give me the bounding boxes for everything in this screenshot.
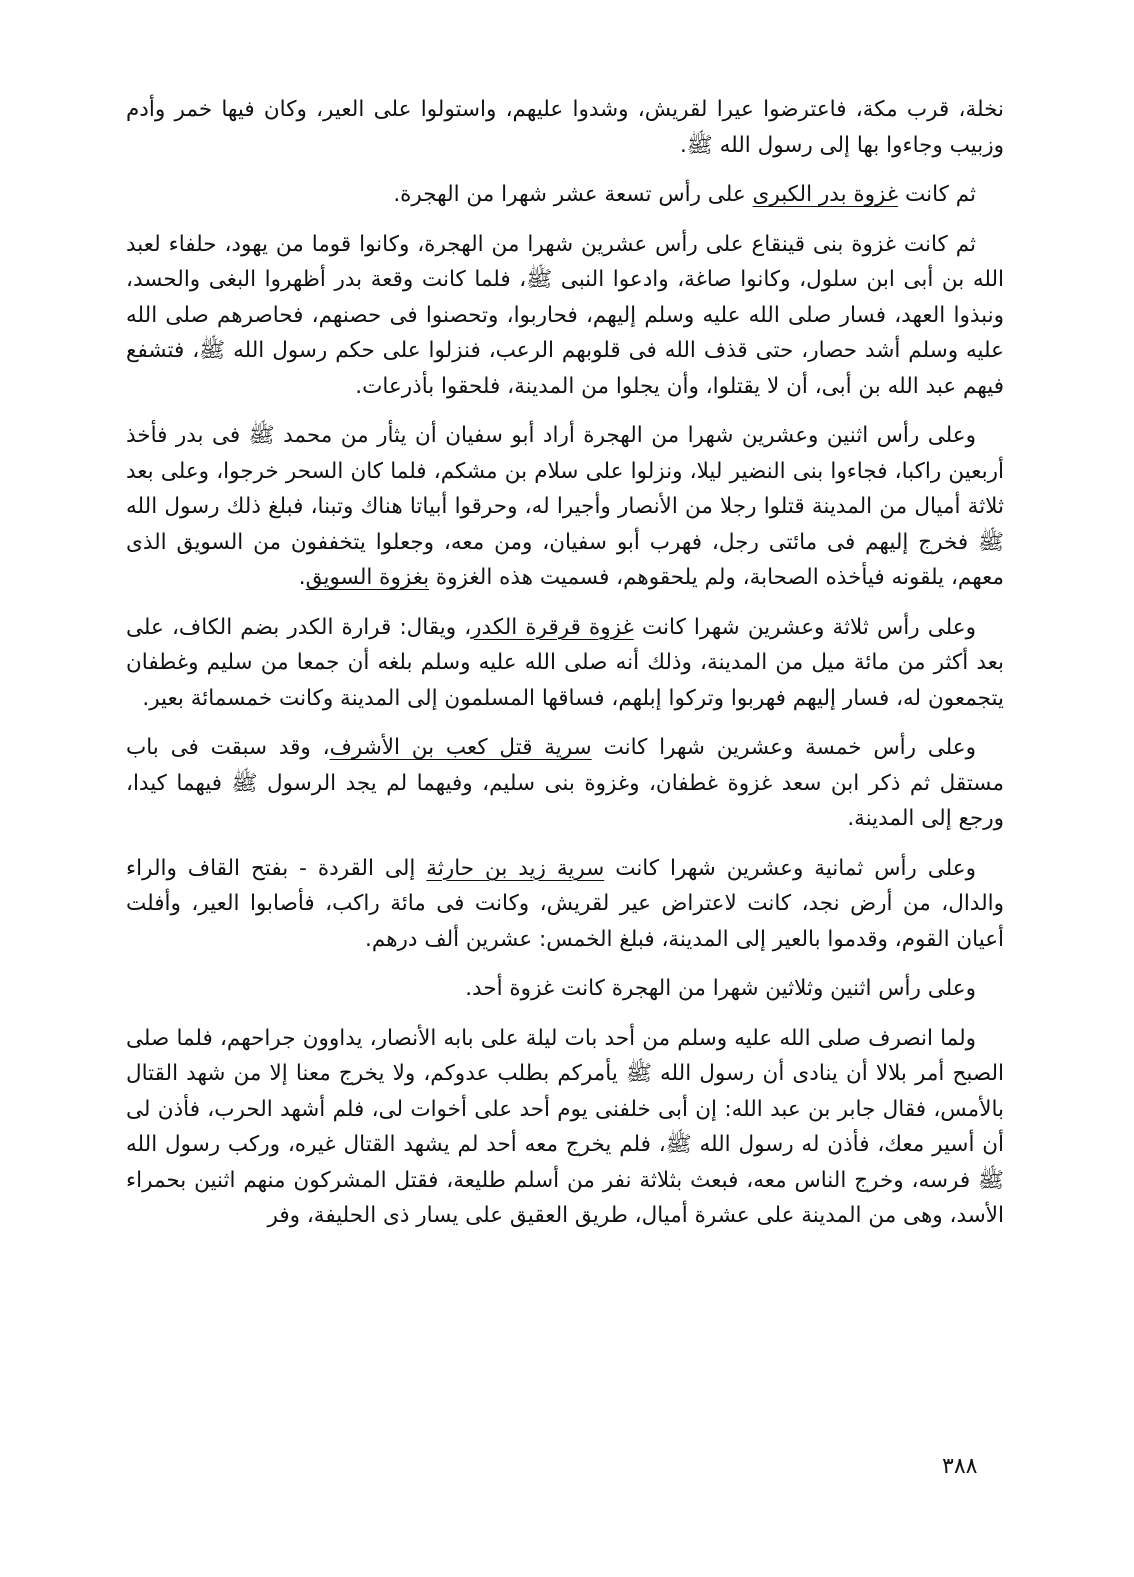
paragraph-9-text: ولما انصرف صلى الله عليه وسلم من أحد بات ليلة على بابه الأنصار، يداوون جراحهم، فلما صلى الصبح أمر بلالا أن ينادى أن رسول الله ﷺ يأمركم بطلب عدوكم، ولا يخرج معنا إلا من شهد القتال بالأمس، فقال جابر بن عبد الله: إن أبى خلفنى يوم أحد على أخوات لى، فلم أشهد الحرب، فأذن لى أن أسير معك، فأذن له رسول الله ﷺ، فلم يخرج معه أحد لم يشهد القتال غيره، وركب رسول الله ﷺ فرسه، وخرج الناس معه، فبعث بثلاثة نفر من أسلم طليعة، فقتل المشركون منهم اثنين بحمراء الأسد، وهى من المدينة على عشرة أميال، طريق العقيق على يسار ذى الحليفة، وفر bbox=[126, 1025, 1004, 1228]
paragraph-8-text: وعلى رأس اثنين وثلاثين شهرا من الهجرة كانت غزوة أحد. bbox=[465, 976, 976, 1001]
paragraph-3-text: ثم كانت غزوة بنى قينقاع على رأس عشرين شهرا من الهجرة، وكانوا قوما من يهود، حلفاء لعبد الله بن أبى ابن سلول، وكانوا صاغة، وادعوا النبى ﷺ، فلما كانت وقعة بدر أظهروا البغى والحسد، ونبذوا العهد، فسار صلى الله عليه وسلم إليهم، فحاربوا، وتحصنوا فى حصنهم، فحاصرهم صلى الله عليه وسلم أشد حصار، حتى قذف الله فى قلوبهم الرعب، فنزلوا على حكم رسول الله ﷺ، فتشفع فيهم عبد الله بن أبى، أن لا يقتلوا، وأن يجلوا من المدينة، فلحقوا بأذرعات. bbox=[126, 231, 1004, 399]
paragraph-2 bbox=[126, 177, 1004, 213]
paragraph-3 bbox=[126, 227, 1004, 405]
underlined-battle-badr: غزوة بدر الكبرى bbox=[752, 182, 899, 207]
paragraph-4 bbox=[126, 418, 1004, 596]
page-number: ٣٨٨ bbox=[942, 1454, 978, 1479]
paragraph-6-text-b: ، وقد سبقت فى باب مستقل ثم ذكر ابن سعد غزوة غطفان، وغزوة بنى سليم، وفيهما لم يجد الرسول ﷺ فيهما كيدا، ورجع إلى المدينة. bbox=[126, 735, 1004, 831]
paragraph-8 bbox=[126, 971, 1004, 1007]
paragraph-1 bbox=[126, 92, 1004, 163]
underlined-expedition-zayd: سرية زيد بن حارثة bbox=[426, 855, 605, 881]
paragraph-4-text-b: . bbox=[298, 565, 306, 590]
paragraph-4-text-a: وعلى رأس اثنين وعشرين شهرا من الهجرة أراد أبو سفيان أن يثأر من محمد ﷺ فى بدر فأخذ أربعين راكبا، فجاءوا بنى النضير ليلا، ونزلوا على سلام بن مشكم، فلما كان السحر خرجوا، وعلى بعد ثلاثة أميال من المدينة قتلوا رجلا من الأنصار وأجيرا له، وحرقوا أبياتا هناك وتبنا، فبلغ ذلك رسول الله ﷺ فخرج إليهم فى مائتى رجل، فهرب أبو سفيان، ومن معه، وجعلوا يتخففون من السويق الذى معهم، يلقونه فيأخذه الصحابة، ولم يلحقوهم، فسميت هذه الغزوة bbox=[126, 423, 1004, 590]
paragraph-1-text: نخلة، قرب مكة، فاعترضوا عيرا لقريش، وشدوا عليهم، واستولوا على العير، وكان فيها خمر وأدم وزبيب وجاءوا بها إلى رسول الله ﷺ. bbox=[126, 97, 1004, 158]
paragraph-2-text-b: على رأس تسعة عشر شهرا من الهجرة. bbox=[393, 182, 753, 207]
paragraph-6-text-a: وعلى رأس خمسة وعشرين شهرا كانت bbox=[591, 735, 977, 760]
paragraph-6 bbox=[126, 730, 1004, 837]
underlined-battle-qarqarat-alkudr: غزوة قرقرة الكدر bbox=[471, 614, 634, 640]
paragraph-5-text-b: ، ويقال: قرارة الكدر بضم الكاف، على بعد أكثر من مائة ميل من المدينة، وذلك أنه صلى الله عليه وسلم بلغه أن جمعا من سليم وغطفان يتجمعون له، فسار إليهم فهربوا وتركوا إبلهم، فساقها المسلمون إلى المدينة وكانت خمسمائة بعير. bbox=[126, 614, 1004, 711]
paragraph-9 bbox=[126, 1021, 1004, 1234]
paragraph-7-text-a: وعلى رأس ثمانية وعشرين شهرا كانت bbox=[604, 855, 976, 881]
paragraph-5-text-a: وعلى رأس ثلاثة وعشرين شهرا كانت bbox=[633, 614, 976, 640]
paragraph-7 bbox=[126, 851, 1004, 958]
paragraph-5 bbox=[126, 610, 1004, 717]
underlined-expedition-kaab: سرية قتل كعب بن الأشرف bbox=[329, 735, 592, 760]
underlined-battle-sawiq: بغزوة السويق bbox=[305, 565, 430, 590]
paragraph-7-text-b: إلى القردة - بفتح القاف والراء والدال، من أرض نجد، كانت لاعتراض عير لقريش، وكانت فى مائة راكب، فأصابوا العير، وأفلت أعيان القوم، وقدموا بالعير إلى المدينة، فبلغ الخمس: عشرين ألف درهم. bbox=[126, 855, 1004, 952]
paragraph-2-text-a: ثم كانت bbox=[898, 182, 976, 207]
book-page bbox=[126, 92, 1004, 1492]
